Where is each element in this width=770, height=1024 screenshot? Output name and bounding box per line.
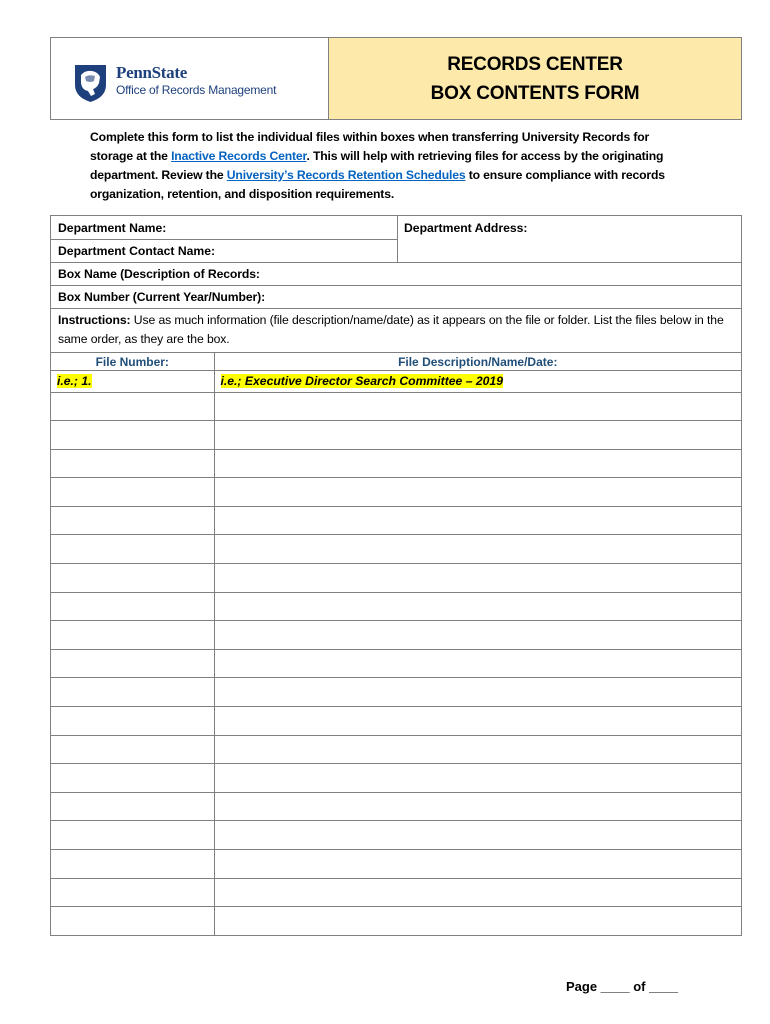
example-description-cell (214, 370, 741, 392)
file-description-cell[interactable] (214, 392, 741, 421)
box-name-label: Box Name (Description of Records: (58, 267, 260, 281)
department-address-label: Department Address: (404, 221, 528, 235)
file-description-cell[interactable] (214, 735, 741, 764)
file-description-cell[interactable] (214, 678, 741, 707)
file-description-cell[interactable] (214, 506, 741, 535)
box-number-field[interactable] (51, 286, 741, 309)
table-row (51, 907, 741, 936)
penn-state-shield-icon (73, 63, 108, 103)
file-number-cell[interactable] (51, 792, 214, 821)
table-row (51, 792, 741, 821)
file-number-cell[interactable] (51, 592, 214, 621)
table-row (51, 850, 741, 879)
table-row (51, 621, 741, 650)
title-cell (329, 38, 741, 119)
example-file-description: i.e.; Executive Director Search Committee – 2019 (220, 373, 503, 388)
file-number-cell[interactable] (51, 707, 214, 736)
file-number-cell[interactable] (51, 821, 214, 850)
intro-text-2: . This will help with retrieving files for access by the originating department. Review the (90, 149, 664, 182)
file-number-cell[interactable] (51, 678, 214, 707)
table-row (51, 764, 741, 793)
box-number-label: Box Number (Current Year/Number): (58, 290, 266, 304)
file-description-cell[interactable] (214, 792, 741, 821)
page-number-footer: Page ____ of ____ (566, 979, 679, 994)
table-row (51, 878, 741, 907)
file-description-cell[interactable] (214, 478, 741, 507)
file-number-cell[interactable] (51, 392, 214, 421)
table-header-row (51, 353, 741, 370)
file-description-header: File Description/Name/Date: (214, 353, 741, 370)
example-file-number: i.e.; 1. (57, 373, 92, 388)
table-row (51, 707, 741, 736)
file-number-cell[interactable] (51, 564, 214, 593)
table-row (51, 506, 741, 535)
file-number-header: File Number: (51, 353, 214, 370)
instructions (51, 309, 741, 353)
intro-text-3: to ensure compliance with records organization, retention, and disposition requirements. (90, 168, 665, 201)
department-address-field[interactable] (398, 216, 741, 262)
department-left-column (51, 216, 398, 262)
table-row (51, 735, 741, 764)
retention-schedules-link[interactable]: University’s Records Retention Schedules (226, 168, 466, 182)
file-list-table (51, 353, 741, 935)
logo-cell (51, 38, 329, 119)
table-row (51, 478, 741, 507)
file-number-cell[interactable] (51, 449, 214, 478)
logo-name: PennState (116, 63, 187, 82)
file-description-cell[interactable] (214, 421, 741, 450)
file-number-cell[interactable] (51, 649, 214, 678)
box-contents-form (50, 215, 742, 936)
table-row (51, 564, 741, 593)
form-title-line-2: BOX CONTENTS FORM (430, 82, 640, 104)
table-row (51, 421, 741, 450)
file-description-cell[interactable] (214, 535, 741, 564)
department-section (51, 216, 741, 263)
department-name-field[interactable] (51, 216, 397, 239)
table-row (51, 392, 741, 421)
form-title-line-1: RECORDS CENTER (447, 53, 623, 75)
department-contact-label: Department Contact Name: (58, 244, 216, 258)
file-description-cell[interactable] (214, 850, 741, 879)
file-description-cell[interactable] (214, 821, 741, 850)
instructions-label: Instructions: (58, 313, 131, 327)
table-row (51, 535, 741, 564)
table-row (51, 678, 741, 707)
file-number-cell[interactable] (51, 421, 214, 450)
table-row (51, 821, 741, 850)
file-description-cell[interactable] (214, 621, 741, 650)
file-number-cell[interactable] (51, 478, 214, 507)
file-number-cell[interactable] (51, 621, 214, 650)
file-description-cell[interactable] (214, 707, 741, 736)
file-description-cell[interactable] (214, 592, 741, 621)
intro-paragraph (90, 128, 690, 204)
intro-text-1: Complete this form to list the individual files within boxes when transferring University Records for storage at the (90, 130, 650, 163)
file-description-cell[interactable] (214, 649, 741, 678)
file-description-cell[interactable] (214, 564, 741, 593)
box-name-field[interactable] (51, 263, 741, 286)
file-number-cell[interactable] (51, 506, 214, 535)
file-number-cell[interactable] (51, 850, 214, 879)
logo-subtitle: Office of Records Management (116, 83, 277, 97)
file-description-cell[interactable] (214, 907, 741, 936)
file-number-cell[interactable] (51, 735, 214, 764)
inactive-records-center-link[interactable]: Inactive Records Center (171, 149, 307, 163)
file-description-cell[interactable] (214, 764, 741, 793)
example-row (51, 370, 741, 392)
department-name-label: Department Name: (58, 220, 167, 235)
instructions-text: Use as much information (file description/name/date) as it appears on the file or folder. List the files below in the same order, as they are the box. (58, 313, 724, 346)
table-row (51, 592, 741, 621)
file-description-cell[interactable] (214, 449, 741, 478)
department-contact-field[interactable] (51, 239, 397, 262)
example-file-number-cell (51, 370, 214, 392)
file-number-cell[interactable] (51, 535, 214, 564)
table-row (51, 449, 741, 478)
file-number-cell[interactable] (51, 764, 214, 793)
file-number-cell[interactable] (51, 878, 214, 907)
form-header (50, 37, 742, 120)
file-number-cell[interactable] (51, 907, 214, 936)
table-row (51, 649, 741, 678)
file-description-cell[interactable] (214, 878, 741, 907)
